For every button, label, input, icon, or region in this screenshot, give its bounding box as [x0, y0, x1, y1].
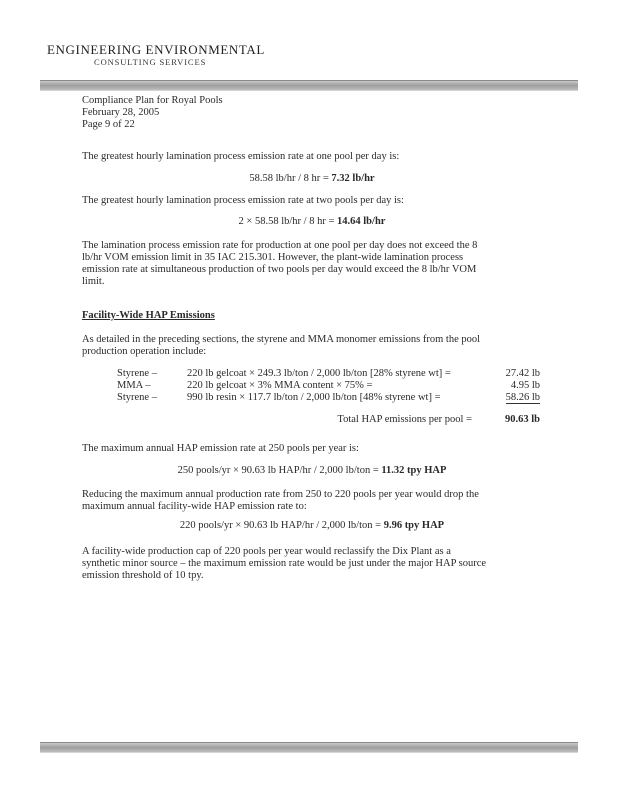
hap-row-calc: 220 lb gelcoat × 249.3 lb/ton / 2,000 lb/ton [28% styrene wt] = [187, 368, 451, 379]
hap-total-label: Total HAP emissions per pool = [337, 414, 472, 425]
equation-two-pools: 2 × 58.58 lb/hr / 8 hr = 14.64 lb/hr [238, 216, 386, 227]
hap-row-calc: 220 lb gelcoat × 3% MMA content × 75% = [187, 380, 373, 391]
hap-row-value: 58.26 lb [505, 392, 540, 403]
header-divider-bar [40, 80, 578, 91]
hap-row-value: 4.95 lb [510, 380, 540, 391]
equation-220-pools: 220 pools/yr × 90.63 lb HAP/hr / 2,000 lb/ton = 9.96 tpy HAP [179, 520, 445, 531]
page-number: Page 9 of 22 [82, 119, 135, 130]
hap-row-value: 27.42 lb [505, 368, 540, 379]
document-date: February 28, 2005 [82, 107, 160, 118]
hap-row-calc: 990 lb resin × 117.7 lb/ton / 2,000 lb/ton [48% styrene wt] = [187, 392, 441, 403]
equation-one-pool: 58.58 lb/hr / 8 hr = 7.32 lb/hr [249, 173, 375, 184]
equation-250-pools-result: 11.32 tpy HAP [381, 465, 447, 476]
paragraph-hap-intro: As detailed in the preceding sections, the styrene and MMA monomer emissions from the pool production operation include: [82, 334, 481, 357]
firm-name: ENGINEERING ENVIRONMENTAL [47, 42, 265, 57]
paragraph-reduce-production: Reducing the maximum annual production rate from 250 to 220 pools per year would drop the maximum annual facility-wide HAP emission rate to: [82, 489, 479, 512]
paragraph-production-cap: A facility-wide production cap of 220 pools per year would reclassify the Dix Plant as a synthetic minor source – the maximum emission rate would be just under the major HAP source emission threshold of 10 tpy. [82, 546, 487, 581]
hap-total-value: 90.63 lb [504, 414, 540, 425]
firm-subtitle: CONSULTING SERVICES [94, 57, 207, 67]
equation-250-pools: 250 pools/yr × 90.63 lb HAP/hr / 2,000 lb/ton = 11.32 tpy HAP [177, 465, 447, 476]
equation-220-pools-result: 9.96 tpy HAP [383, 520, 445, 531]
hap-row-label: Styrene – [117, 368, 157, 379]
paragraph-250-pools: The maximum annual HAP emission rate at 250 pools per year is: [82, 443, 359, 454]
paragraph-two-pools: The greatest hourly lamination process emission rate at two pools per day is: [82, 195, 404, 206]
section-heading-hap: Facility-Wide HAP Emissions [82, 310, 215, 321]
hap-row-label: Styrene – [117, 392, 157, 403]
document-title: Compliance Plan for Royal Pools [82, 95, 223, 106]
equation-one-pool-result: 7.32 lb/hr [331, 173, 375, 184]
equation-two-pools-result: 14.64 lb/hr [337, 216, 386, 227]
paragraph-vom-limit: The lamination process emission rate for production at one pool per day does not exceed the 8 lb/hr VOM emission limit in 35 IAC 215.301. However, the plant-wide lamination process emission rate at simultaneous production of two pools per day would exceed the 8 lb/hr VOM limit. [82, 240, 478, 287]
hap-row-label: MMA – [117, 380, 151, 391]
paragraph-one-pool: The greatest hourly lamination process emission rate at one pool per day is: [82, 151, 400, 162]
footer-divider-bar [40, 742, 578, 753]
